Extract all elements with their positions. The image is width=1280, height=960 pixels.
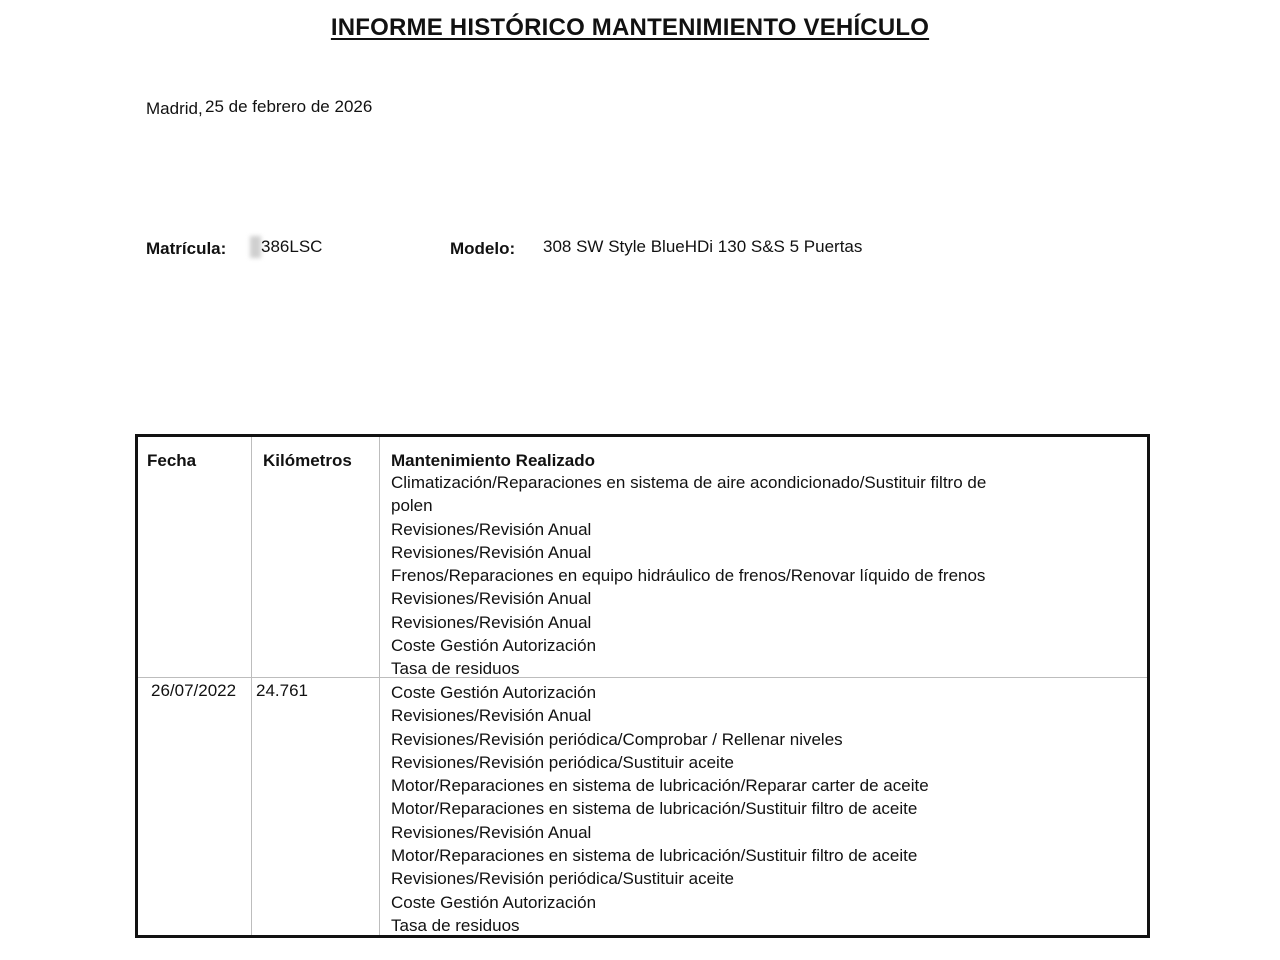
row-2-km: 24.761 — [256, 681, 308, 700]
list-item: Coste Gestión Autorización — [391, 892, 597, 912]
list-item: Revisiones/Revisión Anual — [391, 822, 592, 842]
maintenance-table — [135, 434, 1150, 938]
list-item: Tasa de residuos — [391, 915, 520, 935]
column-divider — [379, 437, 380, 935]
list-item: Revisiones/Revisión Anual — [391, 542, 592, 562]
list-item: Revisiones/Revisión Anual — [391, 706, 592, 726]
header-km: Kilómetros — [263, 451, 352, 470]
list-item: Motor/Reparaciones en sistema de lubricación/Sustituir filtro de aceite — [391, 846, 918, 866]
report-date: 25 de febrero de 2026 — [205, 97, 373, 116]
list-item: Revisiones/Revisión periódica/Sustituir aceite — [391, 752, 734, 772]
list-item: Frenos/Reparaciones en equipo hidráulico de frenos/Renovar líquido de frenos — [391, 566, 986, 586]
row-2-date: 26/07/2022 — [151, 681, 237, 700]
list-item: Revisiones/Revisión Anual — [391, 612, 592, 632]
row-1-work-list — [391, 471, 986, 681]
column-divider — [251, 437, 252, 935]
list-item: Tasa de residuos — [391, 659, 520, 679]
model-value: 308 SW Style BlueHDi 130 S&S 5 Puertas — [543, 237, 863, 256]
plate-redaction — [250, 236, 261, 258]
plate-label: Matrícula: — [146, 239, 227, 258]
list-item: Coste Gestión Autorización — [391, 636, 597, 656]
list-item: Motor/Reparaciones en sistema de lubricación/Sustituir filtro de aceite — [391, 799, 918, 819]
header-work: Mantenimiento Realizado — [391, 451, 596, 470]
report-title: INFORME HISTÓRICO MANTENIMIENTO VEHÍCULO — [330, 14, 930, 41]
list-item: Coste Gestión Autorización — [391, 683, 597, 702]
list-item: polen — [391, 496, 433, 516]
report-location: Madrid, — [146, 99, 203, 118]
row-2-work-list — [391, 681, 929, 937]
list-item: Revisiones/Revisión Anual — [391, 589, 592, 609]
list-item: Revisiones/Revisión periódica/Sustituir aceite — [391, 869, 734, 889]
model-label: Modelo: — [450, 239, 516, 258]
plate-value: 386LSC — [261, 237, 323, 256]
list-item: Climatización/Reparaciones en sistema de aire acondicionado/Sustituir filtro de — [391, 473, 987, 492]
list-item: Revisiones/Revisión periódica/Comprobar / Rellenar niveles — [391, 729, 843, 749]
list-item: Revisiones/Revisión Anual — [391, 519, 592, 539]
header-date: Fecha — [147, 451, 197, 470]
list-item: Motor/Reparaciones en sistema de lubricación/Reparar carter de aceite — [391, 776, 929, 796]
